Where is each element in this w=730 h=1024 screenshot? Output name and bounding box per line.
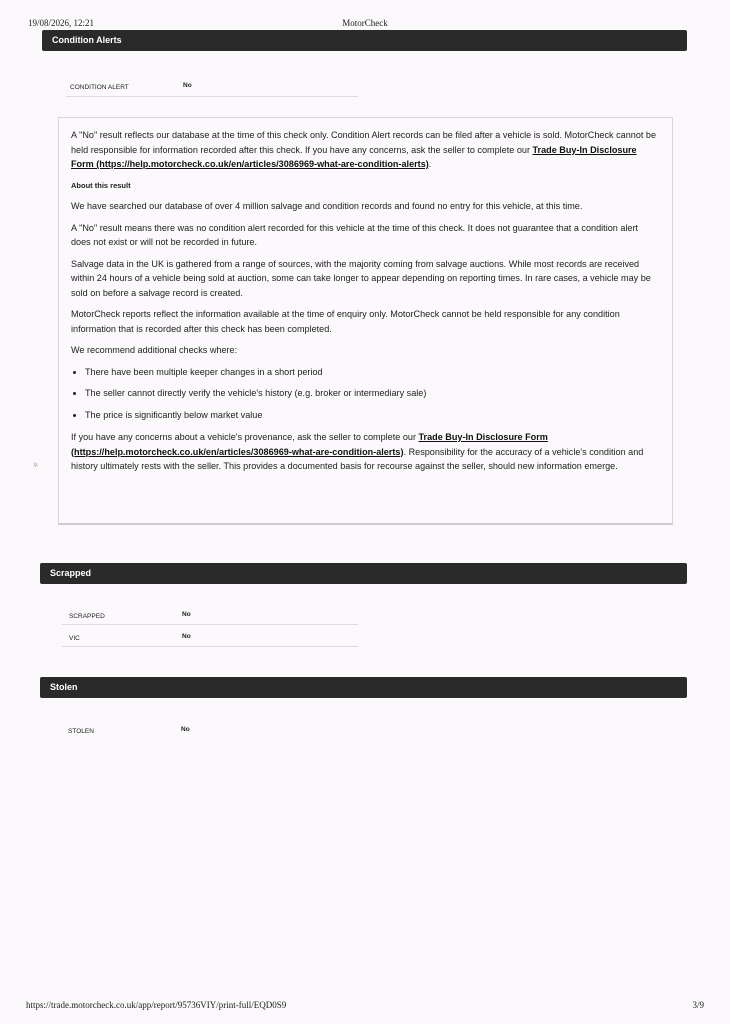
info-paragraph-5: MotorCheck reports reflect the information available at the time of enquiry only. MotorCheck cannot be held responsible for any condition information that is recorded after this check has been completed.: [71, 309, 620, 334]
info-paragraph-2: We have searched our database of over 4 million salvage and condition records and found no entry for this vehicle, at this time.: [71, 201, 583, 211]
condition-alert-label: CONDITION ALERT: [70, 84, 129, 91]
vic-label: VIC: [69, 635, 80, 642]
stolen-header: Stolen: [40, 677, 687, 698]
info-paragraph-3: A "No" result means there was no condition alert recorded for this vehicle at the time of this check. It does not guarantee that a condition alert does not exist or will not be recorded in future.: [71, 222, 639, 247]
row-divider: [62, 646, 358, 647]
condition-alert-value: No: [183, 82, 192, 89]
row-divider: [66, 96, 358, 97]
stolen-value: No: [181, 726, 190, 733]
list-item: • There have been multiple keeper changes in a short period: [85, 365, 660, 380]
info-paragraph-4: Salvage data in the UK is gathered from a range of sources, with the majority coming from salvage auctions. While most records are received within 24 hours of a vehicle being sold at auction, some can take longer to appear depending on reporting times. In rare cases, a vehicle may be sold on before a salvage record is created.: [71, 258, 651, 298]
trade-buy-in-form-link[interactable]: Trade Buy-In Disclosure Form (https://help.motorcheck.co.uk/en/articles/3086969-what-are-condition-alerts): [71, 144, 637, 169]
print-datetime: 19/08/2026, 12:21: [28, 18, 95, 28]
list-item: • The seller cannot directly verify the vehicle's history (e.g. broker or intermediary sale): [85, 386, 660, 401]
print-footer: [26, 1000, 704, 1014]
page-number: 3/9: [692, 1000, 704, 1010]
list-item: • The price is significantly below market value: [85, 408, 660, 423]
recommendation-list: [71, 365, 660, 423]
vic-value: No: [182, 633, 191, 640]
scan-mark: ✲: [33, 463, 39, 469]
condition-alerts-header: Condition Alerts: [42, 30, 687, 51]
info-paragraph-6: We recommend additional checks where:: [71, 345, 238, 355]
scrapped-value: No: [182, 611, 191, 618]
trade-buy-in-form-link-2[interactable]: Trade Buy-In Disclosure Form (https://help.motorcheck.co.uk/en/articles/3086969-what-are-condition-alerts): [71, 432, 548, 457]
row-divider: [62, 624, 358, 625]
condition-alert-info-box: [58, 117, 673, 525]
print-site-name: MotorCheck: [342, 18, 388, 28]
print-url: https://trade.motorcheck.co.uk/app/report/95736VIY/print-full/EQD0S9: [26, 1000, 287, 1010]
scrapped-label: SCRAPPED: [69, 613, 105, 620]
stolen-label: STOLEN: [68, 728, 94, 735]
scrapped-header: Scrapped: [40, 563, 687, 584]
about-this-result-heading: About this result: [71, 180, 131, 190]
info-paragraph-7: If you have any concerns about a vehicle's provenance, ask the seller to complete our Trade Buy-In Disclosure Form (https://help.motorcheck.co.uk/en/articles/3086969-what-are-condition-alerts). Responsibility for the accuracy of a vehicle's condition and history ultimately rests with the seller. This provides a documented basis for recourse against the seller, should new information emerge.: [71, 432, 644, 471]
info-paragraph-1: A "No" result reflects our database at the time of this check only. Condition Alert records can be filed after a vehicle is sold. MotorCheck cannot be held responsible for information recorded after this check. If you have any concerns, ask the seller to complete our Trade Buy-In Disclosure Form (https://help.motorcheck.co.uk/en/articles/3086969-what-are-condition-alerts).: [71, 130, 657, 169]
